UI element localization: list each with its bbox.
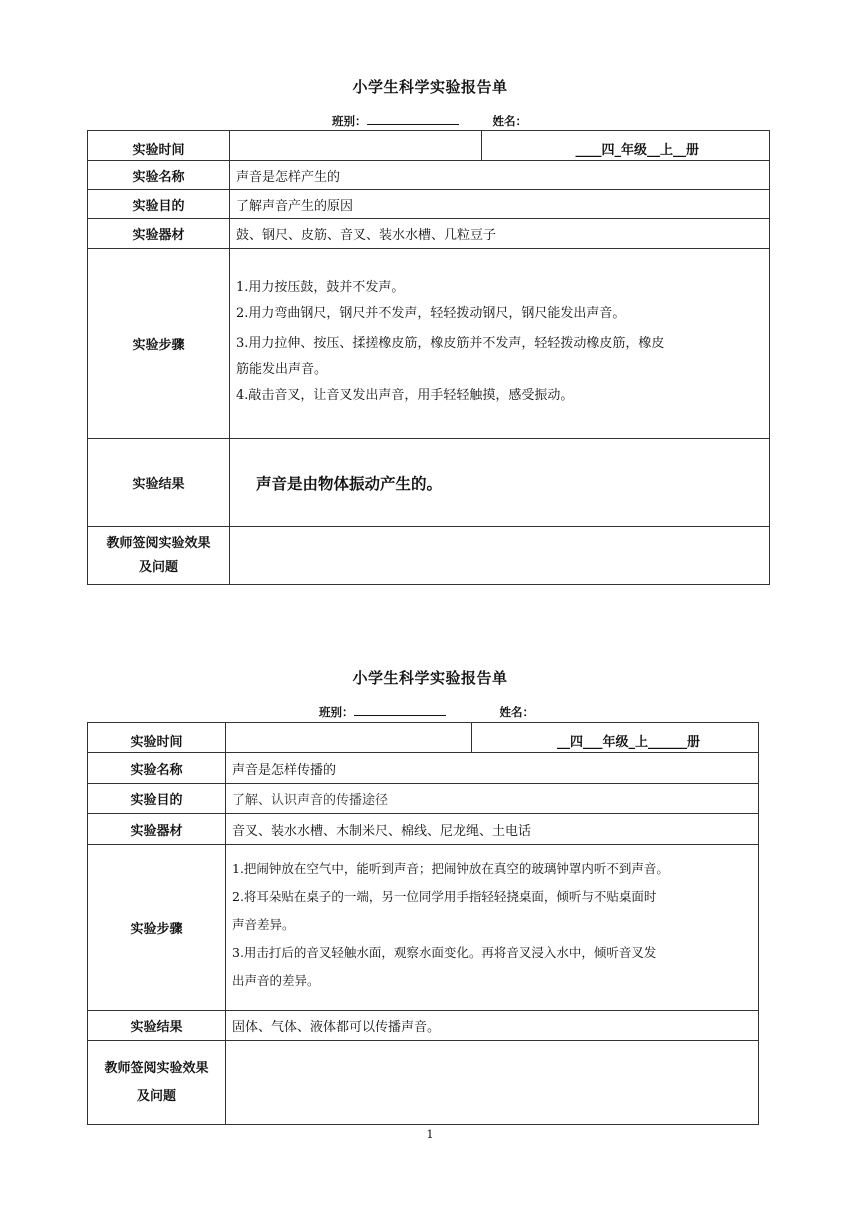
report1-name-label: 姓名： [492,114,528,128]
report2-name-label: 实验名称 [88,753,226,784]
report2-steps-value[interactable] [226,845,759,1011]
report2-row-result [88,1011,759,1041]
report1-row-equipment [88,219,770,249]
report2-time-label: 实验时间 [88,723,226,753]
report2-purpose-value[interactable]: 了解、认识声音的传播途径 [226,784,759,814]
report2-result-value[interactable]: 固体、气体、液体都可以传播声音。 [226,1011,759,1041]
report2-row-equipment [88,814,759,845]
report2-teacher-label-line2: 及问题 [136,1088,176,1104]
report1-name-label: 实验名称 [88,161,230,190]
report1-teacher-label-line2: 及问题 [138,559,178,575]
report1-teacher-label-line1: 教师签阅实验效果 [106,535,211,551]
report1-row-steps [88,249,770,439]
report1-row-name [88,161,770,190]
report2-grade-value[interactable]: __四___年级_上______册 [472,723,759,753]
report2-name-value[interactable]: 声音是怎样传播的 [226,753,759,784]
report2-steps-label: 实验步骤 [88,845,226,1011]
report2-class-blank[interactable] [354,703,446,716]
report1-steps-label: 实验步骤 [88,249,230,439]
report1-row-purpose [88,190,770,219]
report2-title: 小学生科学实验报告单 [352,669,508,687]
report2-teacher-label [88,1041,226,1125]
report2-row-time [88,723,759,753]
report1-result-label: 实验结果 [88,439,230,527]
report1-step: 3.用力拉伸、按压、揉搓橡皮筋，橡皮筋并不发声，轻轻拨动橡皮筋，橡皮 [236,336,665,351]
report1-name-value[interactable]: 声音是怎样产生的 [230,161,770,190]
report1-step: 2.用力弯曲钢尺，钢尺并不发声，轻轻拨动钢尺，钢尺能发出声音。 [236,306,626,321]
report2-purpose-label: 实验目的 [88,784,226,814]
report1-time-value[interactable] [230,131,482,161]
report2-meta [319,703,534,720]
report2-class-label: 班别： [319,705,354,719]
report1-row-time [88,131,770,161]
report1-row-result [88,439,770,527]
report1-meta [332,112,527,129]
report1-step: 1.用力按压鼓，鼓并不发声。 [236,280,405,295]
report1-teacher-label [88,527,230,585]
report1-step: 4.敲击音叉，让音叉发出声音，用手轻轻触摸，感受振动。 [236,388,574,403]
report1-equipment-label: 实验器材 [88,219,230,249]
report2-step: 出声音的差异。 [232,973,320,988]
report2-row-steps [88,845,759,1011]
report1-class-blank[interactable] [367,112,459,125]
report2-row-teacher [88,1041,759,1125]
report1-purpose-value[interactable]: 了解声音产生的原因 [230,190,770,219]
report2-step: 1.把闹钟放在空气中，能听到声音；把闹钟放在真空的玻璃钟罩内听不到声音。 [232,861,669,876]
report2-row-name [88,753,759,784]
report1-purpose-label: 实验目的 [88,190,230,219]
report1-step: 筋能发出声音。 [236,362,328,377]
report2-teacher-value[interactable] [226,1041,759,1125]
report1-result-value[interactable]: 声音是由物体振动产生的。 [230,439,770,527]
report1-class-label: 班别： [332,114,367,128]
report1-teacher-value[interactable] [230,527,770,585]
report2-table [87,722,759,1125]
report2-result-label: 实验结果 [88,1011,226,1041]
report1-row-teacher [88,527,770,585]
report2-time-value[interactable] [226,723,472,753]
report1-title: 小学生科学实验报告单 [352,78,508,96]
report2-name-label: 姓名： [499,705,535,719]
report1-table [87,130,770,585]
report2-step: 3.用击打后的音叉轻触水面，观察水面变化。再将音叉浸入水中，倾听音叉发 [232,945,657,960]
report2-equipment-label: 实验器材 [88,814,226,845]
report1-equipment-value[interactable]: 鼓、钢尺、皮筋、音叉、装水水槽、几粒豆子 [230,219,770,249]
report2-step: 2.将耳朵贴在桌子的一端，另一位同学用手指轻轻挠桌面，倾听与不贴桌面时 [232,889,657,904]
report2-row-purpose [88,784,759,814]
report1-grade-value[interactable]: ____四_年级__上__册 [482,131,770,161]
report2-step: 声音差异。 [232,917,295,932]
report2-teacher-label-line1: 教师签阅实验效果 [104,1060,209,1076]
report1-time-label: 实验时间 [88,131,230,161]
page-number: 1 [426,1128,434,1141]
report2-equipment-value[interactable]: 音叉、装水水槽、木制米尺、棉线、尼龙绳、土电话 [226,814,759,845]
report1-steps-value[interactable] [230,249,770,439]
